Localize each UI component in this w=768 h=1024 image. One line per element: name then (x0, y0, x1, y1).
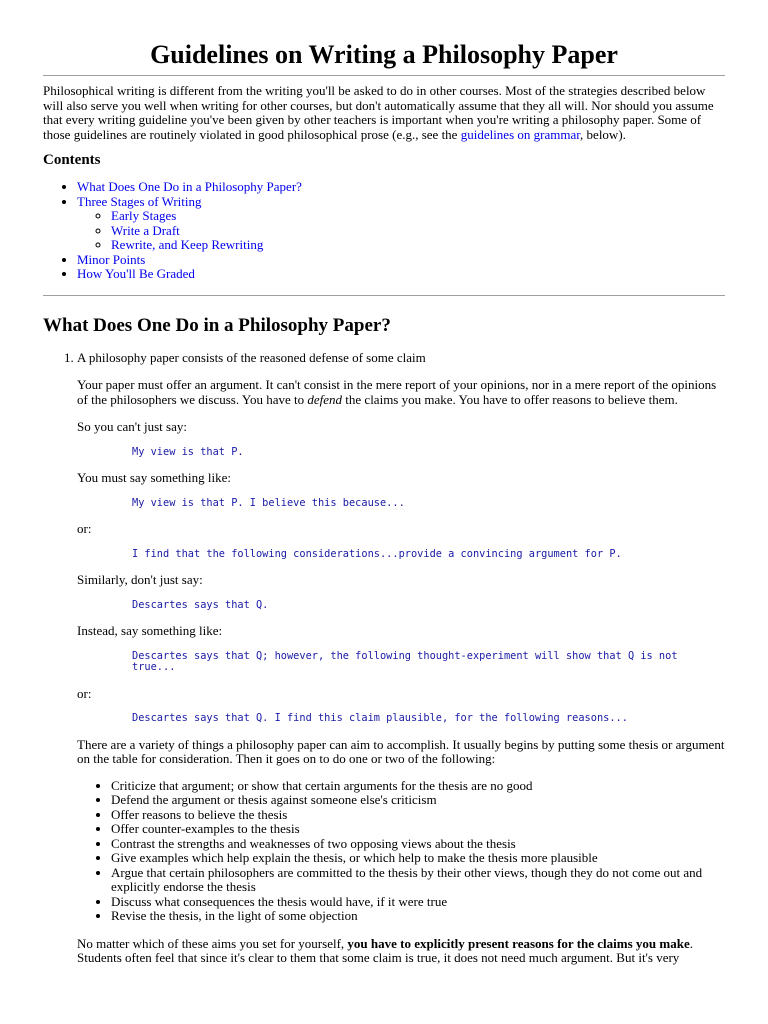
paragraph (77, 378, 725, 407)
text: the claims you make. You have to offer reasons to believe them. (342, 391, 678, 407)
intro-text-end: , below). (580, 126, 626, 142)
paragraph (77, 937, 725, 966)
section-heading: What Does One Do in a Philosophy Paper? (43, 314, 391, 336)
page (43, 0, 725, 966)
code-example: I find that the following considerations...provide a convincing argument for P. (132, 547, 622, 560)
toc-item (77, 253, 725, 268)
paragraph: Instead, say something like: (77, 623, 223, 638)
code-example: Descartes says that Q. (132, 598, 269, 611)
grammar-guidelines-link[interactable]: guidelines on grammar (460, 126, 581, 142)
toc-link-early-stages[interactable]: Early Stages (111, 208, 177, 223)
list-item: • Defend the argument or thesis against someone else's criticism (111, 793, 725, 808)
paragraph: So you can't just say: (77, 419, 187, 434)
list-item: • Argue that certain philosophers are committed to the thesis by their other views, though they do not come out and explicitly endorse the thesis (111, 866, 725, 895)
paragraph: There are a variety of things a philosophy paper can aim to accomplish. It usually begins by putting some thesis or argument on the table for consideration. Then it goes on to do one or two of the following: (77, 736, 725, 766)
text: Your paper must offer an argument. It can't consist in the mere report of your opinions, nor in a mere report of the opinions of the philosophers we discuss. You have to (77, 377, 717, 407)
text: No matter which of these aims you set for yourself, (77, 935, 348, 951)
contents-heading: Contents (43, 152, 101, 168)
divider (43, 75, 725, 76)
toc-link-what-does-one-do[interactable]: What Does One Do in a Philosophy Paper? (77, 179, 302, 194)
code-example: My view is that P. (132, 445, 244, 458)
intro-paragraph (43, 84, 725, 142)
text: . Students often feel that since it's clear to them that some claim is true, it does not need much argument. But it's very (77, 935, 693, 965)
list-item (77, 351, 725, 966)
aims-list (77, 779, 725, 924)
list-item: • Discuss what consequences the thesis would have, if it were true (111, 895, 725, 910)
toc-sublist (77, 209, 725, 253)
toc-link-rewrite[interactable]: Rewrite, and Keep Rewriting (111, 237, 264, 252)
list-item: • Criticize that argument; or show that certain arguments for the thesis are no good (111, 779, 725, 794)
list-item: • Revise the thesis, in the light of some objection (111, 909, 725, 924)
toc-item (77, 180, 725, 195)
divider (43, 295, 725, 296)
toc-link-how-graded[interactable]: How You'll Be Graded (77, 266, 195, 281)
bold-text: you have to explicitly present reasons for the claims you make (347, 935, 690, 951)
paragraph: You must say something like: (77, 470, 231, 485)
paragraph: Similarly, don't just say: (77, 572, 203, 587)
paragraph: or: (77, 685, 92, 701)
intro-text: Philosophical writing is different from the writing you'll be asked to do in other courses. Most of the strategies described below will also serve you well when writing for other courses, but don't automatically assume that they all will. Nor should you assume that every writing guideline you've been given by other teachers is important when you're writing a philosophy paper. Some of those guidelines are routinely violated in good philosophical prose (e.g., see the (43, 83, 714, 142)
code-example: Descartes says that Q; however, the following thought-experiment will show that Q is not true... (132, 649, 684, 673)
toc-subitem (111, 209, 725, 224)
numbered-list (43, 351, 725, 966)
toc-link-minor-points[interactable]: Minor Points (77, 251, 146, 267)
toc-link-three-stages[interactable]: Three Stages of Writing (77, 193, 202, 209)
page-title: Guidelines on Writing a Philosophy Paper (150, 40, 618, 69)
list-item: • Offer counter-examples to the thesis (111, 822, 725, 837)
item-title: 1. A philosophy paper consists of the reasoned defense of some claim (77, 349, 426, 365)
table-of-contents (43, 180, 725, 282)
list-item: • Give examples which help explain the thesis, or which help to make the thesis more plausible (111, 851, 725, 866)
toc-subitem (111, 224, 725, 239)
code-example: Descartes says that Q. I find this claim plausible, for the following reasons... (132, 712, 628, 724)
emphasis: defend (307, 391, 343, 407)
toc-item (77, 195, 725, 253)
code-example: My view is that P. I believe this because... (132, 496, 405, 509)
list-item: • Offer reasons to believe the thesis (111, 808, 725, 823)
toc-item (77, 267, 725, 282)
list-item: • Contrast the strengths and weaknesses of two opposing views about the thesis (111, 837, 725, 852)
paragraph: or: (77, 521, 92, 536)
toc-subitem (111, 238, 725, 253)
toc-link-write-draft[interactable]: Write a Draft (111, 222, 180, 238)
